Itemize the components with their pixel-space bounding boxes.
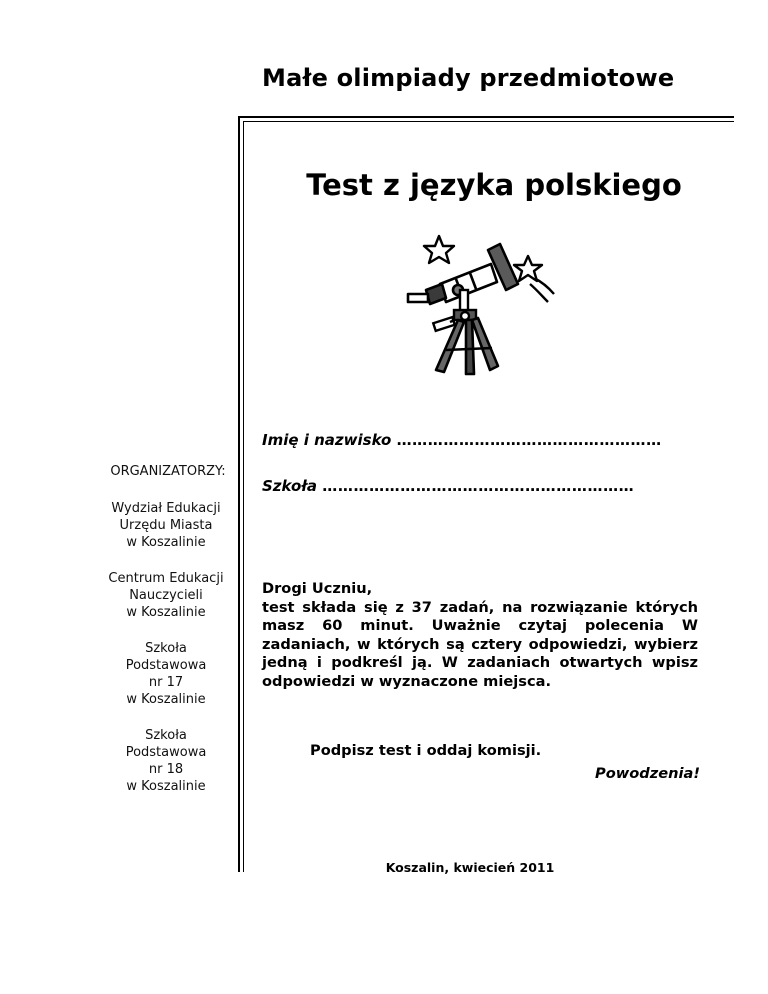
good-luck: Powodzenia! — [595, 765, 700, 782]
letter-body: test składa się z 37 zadań, na rozwiązanie których masz 60 minut. Uważnie czytaj polecenia W zadaniach, w których są cztery odpowiedzi, wybierz jedną i podkreśl ją. W zadaniach otwartych wpisz odpowiedzi w wyznaczone miejsca. — [262, 598, 698, 690]
organizer-line: w Koszalinie — [126, 692, 206, 707]
frame-line — [238, 116, 734, 118]
frame-line — [238, 116, 240, 872]
organizer-line: nr 17 — [148, 675, 184, 690]
school-dots: …………………………………………………… — [322, 477, 635, 495]
organizer-line: nr 18 — [148, 762, 184, 777]
sign-instruction: Podpisz test i oddaj komisji. — [310, 742, 542, 759]
frame-line — [243, 121, 734, 122]
name-field[interactable] — [262, 431, 662, 449]
footer-place-date: Koszalin, kwiecień 2011 — [385, 860, 555, 875]
school-label: Szkoła — [262, 477, 318, 495]
organizer-line: Szkoła — [145, 641, 187, 656]
organizer-item — [94, 727, 238, 795]
organizer-item — [94, 500, 238, 551]
shooting-star-icon — [514, 256, 554, 302]
organizer-line: Urzędu Miasta — [119, 518, 213, 533]
star-icon — [424, 236, 454, 263]
organizer-line: Podstawowa — [125, 745, 207, 760]
test-title: Test z języka polskiego — [306, 168, 682, 202]
organizers-heading: ORGANIZATORZY: — [110, 464, 226, 479]
organizer-item — [94, 570, 238, 621]
name-label: Imię i nazwisko — [262, 431, 392, 449]
letter-greeting: Drogi Uczniu, — [262, 580, 373, 597]
organizer-line: Nauczycieli — [129, 588, 203, 603]
organizer-line: w Koszalinie — [126, 605, 206, 620]
organizer-line: w Koszalinie — [126, 535, 206, 550]
school-field[interactable] — [262, 477, 634, 495]
organizer-line: Podstawowa — [125, 658, 207, 673]
organizer-line: Wydział Edukacji — [111, 501, 221, 516]
telescope-icon — [396, 232, 564, 382]
organizer-line: w Koszalinie — [126, 779, 206, 794]
instructions-letter — [262, 580, 698, 692]
organizer-line: Szkoła — [145, 728, 187, 743]
organizer-item — [94, 640, 238, 708]
frame-line — [243, 121, 244, 872]
organizer-line: Centrum Edukacji — [108, 571, 224, 586]
header-title: Małe olimpiady przedmiotowe — [262, 64, 675, 92]
name-dots: …………………………………………… — [396, 431, 662, 449]
